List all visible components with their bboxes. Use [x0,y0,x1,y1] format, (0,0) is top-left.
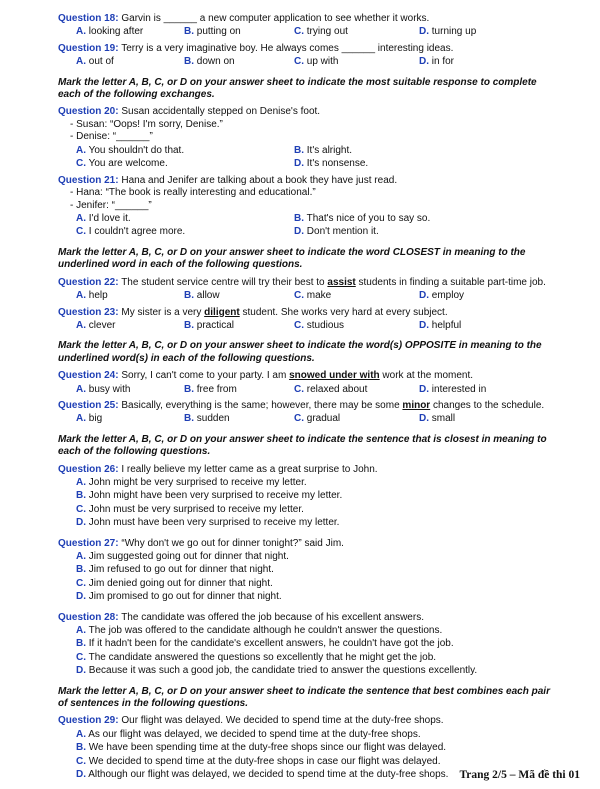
question-21 [58,174,558,187]
option-a: A. As our flight was delayed, we decided to spend time at the duty-free shops. [76,728,421,740]
options-18 [58,25,558,38]
question-stem: Garvin is ______ a new computer application to see whether it works. [121,13,430,24]
dialogue-line: - Hana: “The book is really interesting and educational.” [70,187,316,199]
question-18 [58,12,558,25]
options-20-row2 [58,157,558,170]
option-d: D. Because it was such a good job, the candidate tried to answer the questions excellently. [76,665,478,677]
option-d: D. employ [419,290,465,302]
question-number: Question 28: [58,611,119,623]
exam-page [58,12,558,782]
question-stem-post: students in finding a suitable part-time job. [358,276,546,288]
option-a: A. I'd love it. [76,213,131,225]
option-b: B. sudden [184,413,230,425]
option-a: A. out of [76,56,114,68]
question-stem-post: work at the moment. [382,370,474,382]
option-d: D. Although our flight was delayed, we decided to spend time at the duty-free shops. [76,769,449,781]
question-28 [58,611,558,624]
instruction-opposite: Mark the letter A, B, C, or D on your answer sheet to indicate the word(s) OPPOSITE in meaning to the underlined word(s) in each of the following questions. [58,340,542,364]
question-stem-pre: Basically, everything is the same; however, there may be some [121,399,400,411]
option-a: A. You shouldn't do that. [76,144,185,156]
option-c: C. trying out [294,26,348,38]
question-number: Question 27: [58,537,119,549]
option-c: C. studious [294,319,345,331]
dialogue-line: - Denise: “______” [70,131,153,143]
question-27 [58,537,558,550]
option-b: B. We have been spending time at the duty-free shops since our flight was delayed. [76,742,447,754]
question-stem: The candidate was offered the job because of his excellent answers. [121,611,424,623]
option-b: B. Jim refused to go out for dinner that night. [76,564,274,576]
option-c: C. The candidate answered the questions so excellently that he might get the job. [76,651,437,663]
option-c: C. up with [294,56,339,68]
question-stem: Our flight was delayed. We decided to spend time at the duty-free shops. [121,715,444,727]
option-a: A. The job was offered to the candidate although he couldn't answer the questions. [76,625,443,637]
underlined-word: minor [402,399,431,411]
dialogue-line: - Susan: “Oops! I'm sorry, Denise.” [70,118,223,130]
question-stem: I really believe my letter came as a great surprise to John. [121,463,378,475]
option-d: D. helpful [419,319,462,331]
option-b: B. John might have been very surprised to receive my letter. [76,490,343,502]
option-d: D. interested in [419,383,487,395]
instruction-closest-sentence: Mark the letter A, B, C, or D on your answer sheet to indicate the sentence that is closest in meaning to each of the following questions. [58,433,547,458]
option-c: C. gradual [294,413,341,425]
option-d: D. It's nonsense. [294,158,369,170]
dialogue-line: - Jenifer: “______” [70,199,152,211]
option-a: A. busy with [76,383,131,395]
option-b: B. allow [184,290,220,302]
question-stem: Susan accidentally stepped on Denise's foot. [121,106,321,118]
question-stem: Terry is a very imaginative boy. He always comes ______ interesting ideas. [121,42,454,54]
options-19 [58,55,558,68]
option-c: C. John must be very surprised to receive my letter. [76,503,304,515]
question-number: Question 24: [58,370,119,382]
instruction-combine: Mark the letter A, B, C, or D on your answer sheet to indicate the sentence that best combines each pair of sentences in the following questions. [58,685,550,710]
question-stem-post: student. She works very hard at every subject. [242,306,448,318]
question-number: Question 20: [58,106,119,118]
question-number: Question 18: [58,13,119,24]
option-b: B. If it hadn't been for the candidate's excellent answers, he couldn't have got the job. [76,638,454,650]
options-20-row1 [58,144,558,157]
question-stem-pre: The student service centre will try their best to [121,276,325,288]
options-21-row1 [58,212,558,225]
option-b: B. down on [184,56,235,68]
option-a: A. looking after [76,26,144,38]
question-stem-post: changes to the schedule. [432,399,545,411]
option-d: D. John must have been very surprised to receive my letter. [76,517,340,529]
question-29 [58,714,558,727]
options-21-row2 [58,225,558,238]
question-number: Question 21: [58,174,119,186]
option-c: C. Jim denied going out for dinner that night. [76,577,273,589]
question-24 [58,369,558,382]
option-c: C. make [294,290,332,302]
option-d: D. in for [419,56,455,68]
option-d: D. Don't mention it. [294,226,379,238]
option-d: D. small [419,413,456,425]
option-b: B. That's nice of you to say so. [294,213,431,225]
option-a: A. big [76,413,103,425]
option-c: C. You are welcome. [76,158,168,170]
option-c: C. I couldn't agree more. [76,226,186,238]
option-d: D. Jim promised to go out for dinner that night. [76,591,282,603]
question-stem-pre: Sorry, I can't come to your party. I am [121,370,287,382]
option-a: A. clever [76,319,116,331]
question-stem: Hana and Jenifer are talking about a book they have just read. [121,174,398,186]
options-23 [58,319,558,332]
option-a: A. Jim suggested going out for dinner that night. [76,551,289,562]
option-b: B. free from [184,383,237,395]
option-b: B. putting on [184,26,241,38]
page-footer: Trang 2/5 – Mã đề thi 01 [459,769,580,781]
question-23 [58,306,558,319]
underlined-word: diligent [204,306,240,318]
option-c: C. relaxed about [294,383,368,395]
instruction-exchanges: Mark the letter A, B, C, or D on your answer sheet to indicate the most suitable response to complete each of the following exchanges. [58,76,537,101]
question-number: Question 23: [58,306,119,318]
options-24 [58,383,558,396]
option-d: D. turning up [419,26,477,38]
option-b: B. practical [184,319,235,331]
question-number: Question 26: [58,463,119,475]
underlined-word: snowed under with [289,370,380,382]
option-b: B. It's alright. [294,144,353,156]
option-c: C. We decided to spend time at the duty-free shops in case our flight was delayed. [76,755,441,767]
question-number: Question 22: [58,276,119,288]
instruction-closest: Mark the letter A, B, C, or D on your answer sheet to indicate the word CLOSEST in meaning to the underlined word in each of the following questions. [58,246,526,271]
question-26 [58,463,558,476]
question-number: Question 19: [58,42,119,54]
underlined-word: assist [327,276,356,288]
question-20 [58,105,558,118]
question-22 [58,276,558,289]
options-22 [58,289,558,302]
question-number: Question 25: [58,399,119,411]
question-25 [58,399,558,412]
option-a: A. John might be very surprised to receive my letter. [76,476,307,488]
options-25 [58,412,558,425]
question-number: Question 29: [58,715,119,727]
question-19 [58,42,558,55]
question-stem: “Why don't we go out for dinner tonight?” said Jim. [121,537,344,549]
question-stem-pre: My sister is a very [121,306,202,318]
option-a: A. help [76,290,108,302]
